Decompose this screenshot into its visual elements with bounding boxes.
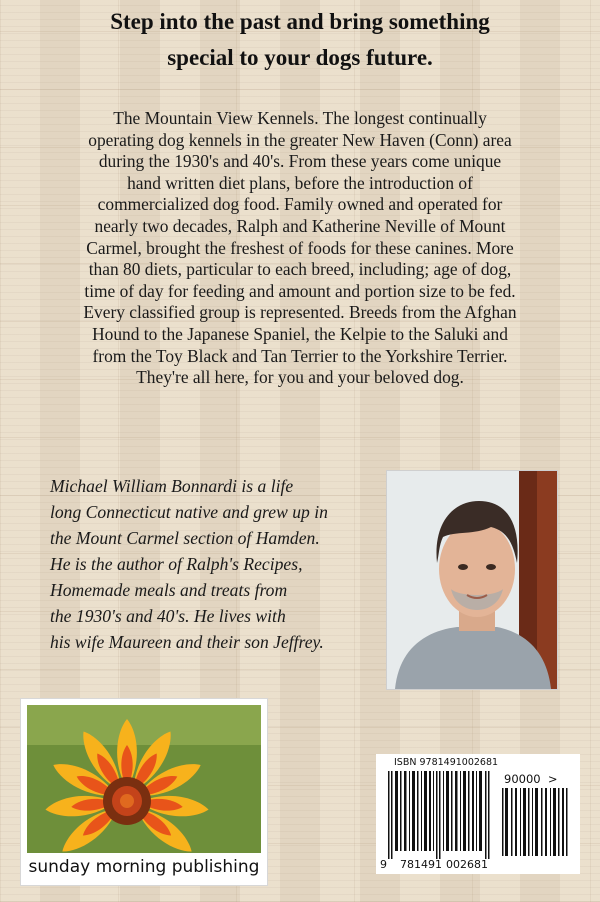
gaillardia-flower-icon [27,705,261,853]
description-line: Hound to the Japanese Spaniel, the Kelpie to the Saluki and [92,323,508,344]
description-line: operating dog kennels in the greater New Haven (Conn) area [88,129,512,150]
description-line: hand written diet plans, before the introduction of [127,172,473,193]
bio-line: the Mount Carmel section of Hamden. [50,528,320,548]
publisher-logo [20,698,268,886]
bio-line: long Connecticut native and grew up in [50,502,328,522]
bio-line: the 1930's and 40's. He lives with [50,606,286,626]
book-description [20,108,580,389]
description-line: time of day for feeding and amount and portion size to be fed. [84,280,516,301]
bio-line: He is the author of Ralph's Recipes, [50,554,303,574]
barcode-digit-first: 9 [380,858,387,871]
cover-headline [10,4,590,76]
barcode-digits-right: 002681 [446,858,488,871]
description-line: The Mountain View Kennels. The longest continually [113,108,487,128]
description-line: nearly two decades, Ralph and Katherine Neville of Mount [94,215,506,236]
description-line: during the 1930's and 40's. From these years come unique [98,151,502,172]
price-addon-bars-icon [500,788,570,856]
isbn-label: ISBN 9781491002681 [394,757,499,768]
barcode-digits-left: 781491 [400,858,442,871]
isbn-barcode [376,754,580,874]
description-line: than 80 diets, particular to each breed, including; age of dog, [88,259,512,280]
description-line: commercialized dog food. Family owned and operated for [97,194,503,215]
description-line: Every classified group is represented. Breeds from the Afghan [83,302,517,323]
headline-line-1: Step into the past and bring something [110,9,490,34]
author-portrait-icon [387,471,557,689]
flower-photo [27,705,261,853]
author-photo [386,470,558,690]
publisher-name: sunday morning publishing [28,857,260,877]
author-bio [50,473,380,655]
bio-line: his wife Maureen and their son Jeffrey. [50,632,324,652]
description-line: They're all here, for you and your beloved dog. [136,367,464,388]
price-code: 90000 > [504,772,558,786]
description-line: from the Toy Black and Tan Terrier to the Yorkshire Terrier. [92,345,508,366]
barcode-bars-icon [386,771,496,861]
description-line: Carmel, brought the freshest of foods for these canines. More [86,237,514,258]
bio-line: Homemade meals and treats from [50,580,288,600]
headline-line-2: special to your dogs future. [167,45,433,70]
bio-line: Michael William Bonnardi is a life [50,476,294,496]
